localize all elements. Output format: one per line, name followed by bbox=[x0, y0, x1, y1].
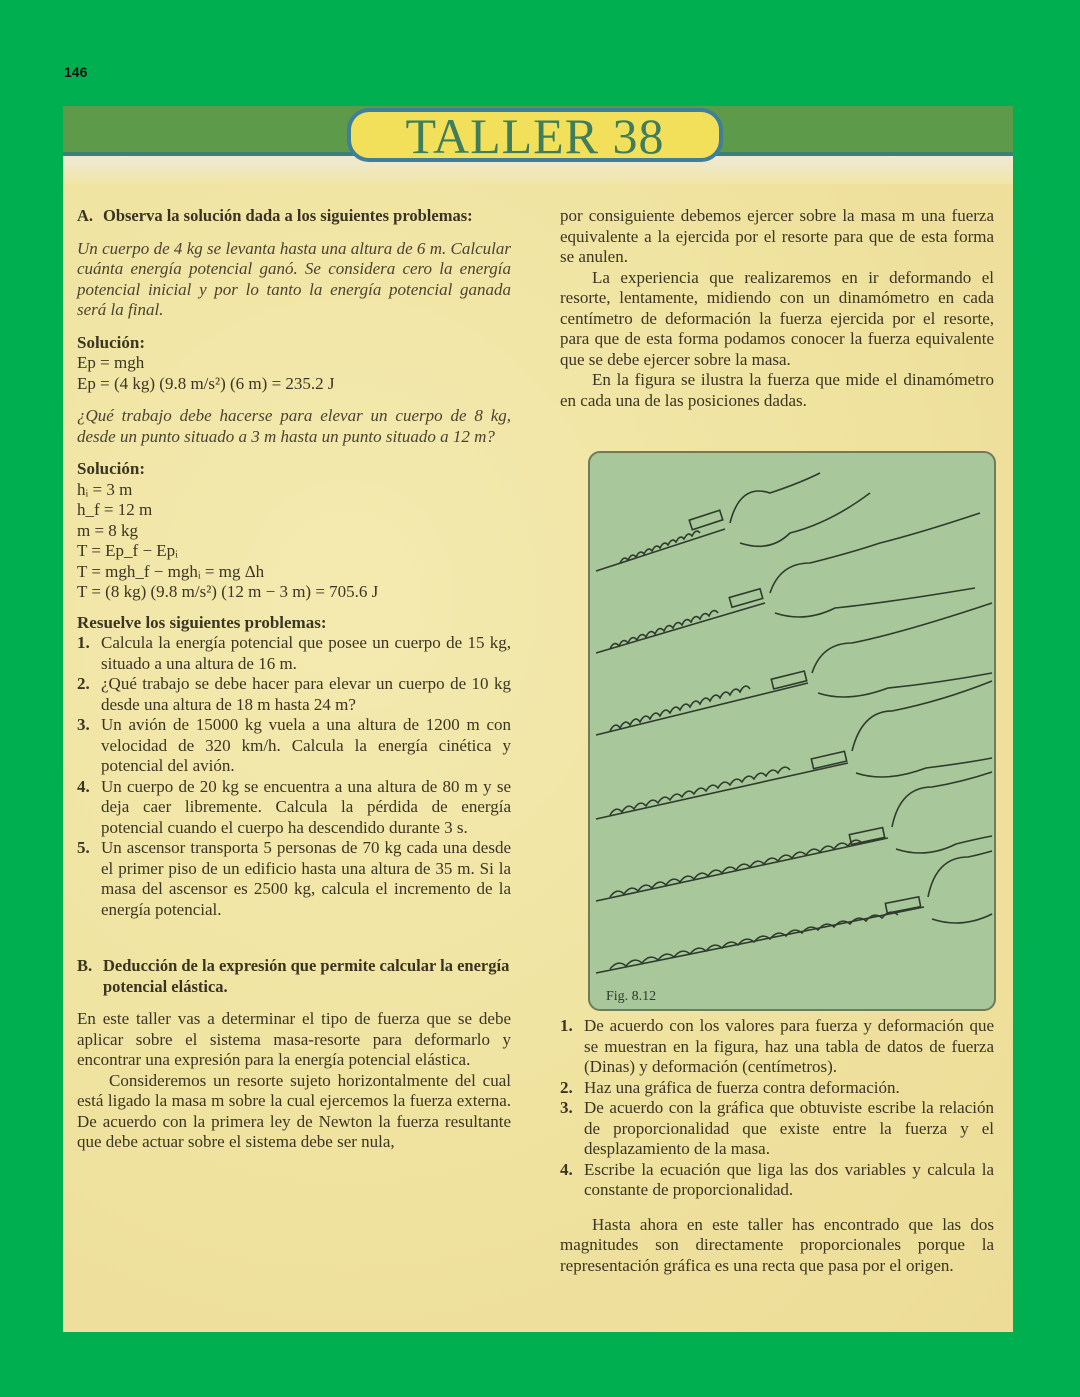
body-paragraph: En la figura se ilustra la fuerza que mide el dinamómetro en cada una de las posiciones dadas. bbox=[560, 370, 994, 410]
exercise-text: ¿Qué trabajo se debe hacer para elevar un cuerpo de 10 kg desde una altura de 18 m hasta 24 m? bbox=[101, 674, 511, 714]
section-b-label: B. bbox=[77, 956, 93, 975]
exercise-item bbox=[77, 633, 511, 674]
exercise-text: Calcula la energía potencial que posee un cuerpo de 15 kg, situado a una altura de 16 m. bbox=[101, 633, 511, 673]
page-number: 146 bbox=[64, 64, 88, 80]
task-text: Escribe la ecuación que liga las dos variables y calcula la constante de proporcionalidad. bbox=[584, 1159, 994, 1199]
worksheet-page bbox=[63, 106, 1013, 1332]
section-b-paragraph: Consideremos un resorte sujeto horizontalmente del cual está ligado la masa m sobre la cual ejercemos la fuerza externa. De acuerdo con la primera ley de Newton la fuerza resultante que debe actuar sobre el sistema debe ser nula, bbox=[77, 1070, 511, 1151]
section-a-heading-text: Observa la solución dada a los siguientes problemas: bbox=[103, 206, 473, 225]
body-paragraph: por consiguiente debemos ejercer sobre la masa m una fuerza equivalente a la ejercida por el resorte para que de esta forma se anulen. bbox=[560, 206, 994, 266]
exercise-item bbox=[77, 838, 511, 920]
example-1-solution-label: Solución: bbox=[77, 332, 146, 352]
section-a-label: A. bbox=[77, 206, 94, 225]
spring-1 bbox=[596, 473, 870, 571]
exercise-number: 5. bbox=[77, 838, 90, 857]
section-b-heading bbox=[77, 956, 511, 997]
example-1-problem: Un cuerpo de 4 kg se levanta hasta una altura de 6 m. Calcular cuánta energía potencial ganó. Se considera cero la energía potencial inicial y por lo tanto la energía potencial ganada será la final. bbox=[77, 238, 511, 319]
title-badge bbox=[347, 108, 723, 162]
example-2-line: T = mgh_f − mghᵢ = mg Δh bbox=[77, 561, 265, 581]
spring-illustration bbox=[590, 453, 994, 1009]
exercise-number: 4. bbox=[77, 776, 90, 796]
spring-figure bbox=[588, 451, 996, 1011]
task-item bbox=[560, 1016, 994, 1078]
closing-paragraph: Hasta ahora en este taller has encontrado que las dos magnitudes son directamente proporcionales porque la representación gráfica es una recta que pasa por el origen. bbox=[560, 1214, 994, 1275]
section-a-heading bbox=[77, 206, 511, 227]
section-b-paragraph: En este taller vas a determinar el tipo de fuerza que se debe aplicar sobre el sistema masa-resorte para deformarlo y encontrar una expresión para la energía potencial elástica. bbox=[77, 1009, 511, 1069]
figure-caption: Fig. 8.12 bbox=[606, 989, 657, 1004]
example-2-line: m = 8 kg bbox=[77, 520, 139, 540]
task-item bbox=[560, 1078, 994, 1099]
example-2-line: T = (8 kg) (9.8 m/s²) (12 m − 3 m) = 705.6 J bbox=[77, 582, 379, 601]
body-paragraph: La experiencia que realizaremos en ir deformando el resorte, lentamente, midiendo con un dinamómetro en cada centímetro de deformación la fuerza ejercida por el resorte, para que de esta forma podamos conocer la fuerza equivalente que se debe ejercer sobre la masa. bbox=[560, 267, 994, 369]
section-b-heading-text: Deducción de la expresión que permite calcular la energía potencial elástica. bbox=[103, 956, 510, 996]
example-2-line: T = Ep_f − Epᵢ bbox=[77, 541, 178, 560]
task-text: De acuerdo con los valores para fuerza y deformación que se muestran en la figura, haz una tabla de datos de fuerza (Dinas) y deformación (centímetros). bbox=[584, 1016, 994, 1076]
exercise-item bbox=[77, 674, 511, 715]
left-column bbox=[77, 206, 511, 1153]
example-1-line: Ep = (4 kg) (9.8 m/s²) (6 m) = 235.2 J bbox=[77, 373, 335, 393]
exercise-number: 3. bbox=[77, 715, 90, 734]
exercise-list bbox=[77, 633, 511, 920]
task-number: 3. bbox=[560, 1098, 573, 1117]
task-item bbox=[560, 1160, 994, 1201]
task-text: De acuerdo con la gráfica que obtuviste escribe la relación de proporcionalidad que existe entre la fuerza y el desplazamiento de la masa. bbox=[584, 1098, 994, 1158]
page-title: TALLER 38 bbox=[405, 108, 665, 164]
right-column bbox=[560, 206, 994, 411]
exercise-text: Un ascensor transporta 5 personas de 70 kg cada una desde el primer piso de un edificio hasta una altura de 35 m. Si la masa del ascensor es 2500 kg, calcula el incremento de la energía potencial. bbox=[101, 838, 511, 919]
task-number: 2. bbox=[560, 1077, 573, 1097]
task-number: 1. bbox=[560, 1016, 573, 1035]
example-2-solution-label: Solución: bbox=[77, 459, 146, 478]
spring-6 bbox=[596, 851, 992, 973]
exercise-text: Un cuerpo de 20 kg se encuentra a una altura de 80 m y se deja caer libremente. Calcula la pérdida de energía potencial cuando el cuerpo ha descendido durante 3 s. bbox=[101, 776, 511, 837]
example-2-line: h_f = 12 m bbox=[77, 500, 153, 519]
exercise-number: 1. bbox=[77, 633, 90, 652]
exercise-text: Un avión de 15000 kg vuela a una altura de 1200 m con velocidad de 320 km/h. Calcula la energía cinética y potencial del avión. bbox=[101, 715, 511, 775]
right-column-bottom bbox=[560, 1016, 994, 1276]
task-item bbox=[560, 1098, 994, 1160]
spring-4 bbox=[596, 681, 992, 819]
task-text: Haz una gráfica de fuerza contra deformación. bbox=[584, 1077, 900, 1097]
task-list bbox=[560, 1016, 994, 1201]
task-number: 4. bbox=[560, 1159, 573, 1179]
example-2-problem: ¿Qué trabajo debe hacerse para elevar un cuerpo de 8 kg, desde un punto situado a 3 m hasta un punto situado a 12 m? bbox=[77, 406, 511, 446]
spring-3 bbox=[596, 603, 992, 735]
exercise-item bbox=[77, 715, 511, 777]
example-2-line: hᵢ = 3 m bbox=[77, 479, 133, 499]
exercise-number: 2. bbox=[77, 674, 90, 693]
exercises-heading: Resuelve los siguientes problemas: bbox=[77, 612, 327, 632]
example-1-line: Ep = mgh bbox=[77, 353, 145, 372]
exercise-item bbox=[77, 777, 511, 839]
